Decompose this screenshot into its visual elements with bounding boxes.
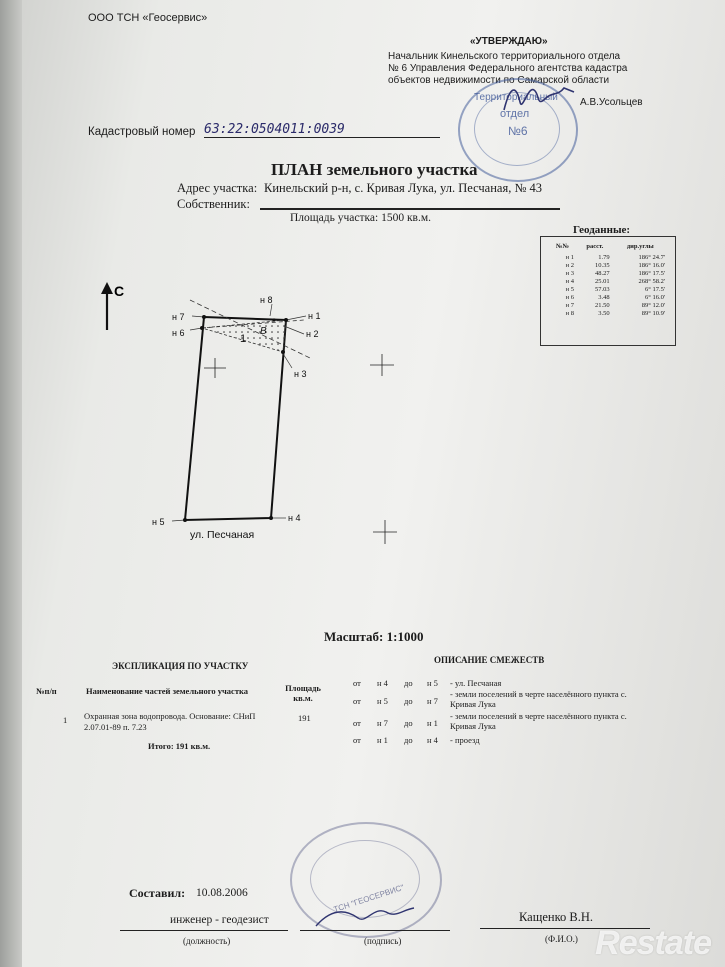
zone-number: 1 (240, 333, 247, 345)
adjacency-desc: - ул. Песчаная (450, 678, 502, 688)
geodata-row: н 5 57.03 6° 17.5' (565, 285, 665, 293)
geodata-row: н 3 48.27 186° 17.5' (565, 269, 665, 277)
explication-row-area: 191 (298, 713, 311, 723)
point-label-n7: н 7 (172, 312, 185, 322)
north-arrow-icon (101, 282, 113, 330)
approve-title: «УТВЕРЖДАЮ» (470, 36, 548, 47)
owner-line (260, 208, 560, 210)
organization-name: ООО ТСН «Геосервис» (88, 12, 208, 24)
compiler-name: Кащенко В.Н. (519, 910, 594, 924)
company-stamp: ТСН "ГЕОСЕРВИС" (290, 822, 442, 938)
point-label-n3: н 3 (294, 369, 307, 379)
address-label: Адрес участка: (177, 181, 258, 195)
explication-header-num: №п/п (36, 686, 57, 696)
north-label: С (114, 283, 125, 299)
cadastral-number: 63:22:0504011:0039 (204, 122, 440, 138)
geodata-row: н 2 10.35 186° 16.0' (565, 261, 665, 269)
signature-caption: (подпись) (364, 936, 402, 946)
paper-shadow-edge (0, 0, 22, 967)
geodata-title: Геоданные: (573, 224, 631, 236)
geodata-row: н 7 21.50 89° 12.0' (565, 301, 665, 309)
explication-row-num: 1 (63, 715, 68, 725)
scale-label: Масштаб: 1:1000 (324, 629, 424, 644)
approve-line-3: объектов недвижимости по Самарской области (388, 75, 610, 86)
compiler-signature (310, 900, 420, 932)
cadastral-label: Кадастровый номер (88, 126, 196, 138)
point-label-n8: н 8 (260, 295, 273, 305)
plan-title: ПЛАН земельного участка (271, 160, 478, 179)
explication-title: ЭКСПЛИКАЦИЯ ПО УЧАСТКУ (112, 661, 249, 671)
geodata-header-dist: расст. (586, 243, 604, 250)
zone-letter: В (260, 326, 267, 337)
approve-line-1: Начальник Кинельского территориального отдела (388, 51, 621, 62)
name-caption: (Ф.И.О.) (545, 934, 578, 944)
geodata-row: н 1 1.79 186° 24.7' (565, 253, 665, 261)
point-label-n4: н 4 (288, 513, 301, 523)
geodata-header-angle: дир.углы (626, 243, 654, 250)
adjacency-title: ОПИСАНИЕ СМЕЖЕСТВ (434, 655, 545, 665)
street-label: ул. Песчаная (190, 529, 255, 541)
point-label-n2: н 2 (306, 329, 319, 339)
approve-signer: А.В.Усольцев (580, 97, 643, 108)
owner-label: Собственник: (177, 197, 250, 211)
point-label-n1: н 1 (308, 311, 321, 321)
watermark: Restate (595, 924, 711, 962)
plot-area: Площадь участка: 1500 кв.м. (290, 212, 431, 224)
compiled-date: 10.08.2006 (196, 887, 248, 899)
geodata-table (548, 240, 668, 317)
territorial-office-stamp: Территориальный отдел №6 (458, 78, 578, 182)
geodata-row: н 6 3.48 6° 16.0' (565, 293, 665, 301)
geodata-row: н 8 3.50 89° 10.9' (565, 309, 665, 317)
approver-signature (500, 80, 580, 120)
adjacency-desc: - проезд (450, 735, 480, 745)
grid-crosses (204, 354, 397, 544)
explication-total: Итого: 191 кв.м. (148, 741, 211, 751)
address-value: Кинельский р-н, с. Кривая Лука, ул. Песчаная, № 43 (264, 181, 543, 195)
explication-row-name: Охранная зона водопровода. Основание: СНиП 2.07.01-89 п. 7.23 (84, 711, 256, 732)
geodata-row: н 4 25.01 268° 58.2' (565, 277, 665, 285)
adjacency-desc: - земли поселений в черте населённого пункта с. Кривая Лука (450, 689, 627, 709)
point-label-n6: н 6 (172, 328, 185, 338)
plot-drawing (90, 270, 420, 560)
explication-header-area: Площадь кв.м. (285, 683, 321, 703)
document-page: ООО ТСН «Геосервис» «УТВЕРЖДАЮ» Начальник Кинельского территориального отдела № 6 Управления Федерального агентства кадастра объектов недвижимости по Самарской области А.В.Усольцев Территориальный отдел №6 Кадастровый номер 63:22:0504011:0039 ПЛАН земельного участка Адрес участка: Кинельский р-н, с. Кривая Лука, ул. Песчаная, № 43 Собственник: Площадь участка: 1500 кв.м. Геоданные: №№ расст. дир.углы н 1 1.79 186° 24.7' н 2 10.35 186° 16.0' н 3 48.27 186° 17.5' н 4 25.01 268° 58.2' н 5 57.03 6° 17.5' н 6 3.48 6° 16.0' н 7 21.50 89° 12.0' н 8 3.50 89° 10.9' С н 8 н 7 н 1 н 6 н 2 н 3 н 5 н 4 1 В ул. Песчаная Масштаб: 1:1000 ЭКСПЛИКАЦИЯ ПО УЧАСТКУ №п/п Наименование частей земельного участка Площадь кв.м. 1 Охранная зона водопровода. Основание: СНиП 2.07.01-89 п. 7.23 191 Итого: 191 кв.м. ОПИСАНИЕ СМЕЖЕСТВ от н 4 до н 5 - ул. Песчаная от н 5 до н 7 - земли поселений в черте населённого пункта с. Кривая Лука от н 7 до н 1 - земли поселений в черте населённого пункта с. Кривая Лука от н 1 до н 4 - проезд ТСН "ГЕОСЕРВИС" Составил: 10.08.2006 инженер - геодезист (должность) (подпись) Кащенко В.Н. (Ф.И.О.) Restate (0, 0, 725, 967)
approve-line-2: № 6 Управления Федерального агентства кадастра (388, 63, 628, 74)
position-caption: (должность) (183, 936, 231, 946)
position-value: инженер - геодезист (170, 914, 269, 926)
compiled-label: Составил: (129, 886, 186, 900)
explication-header-name: Наименование частей земельного участка (86, 686, 249, 696)
adjacency-desc: - земли поселений в черте населённого пункта с. Кривая Лука (450, 711, 627, 731)
geodata-header-num: №№ (555, 243, 570, 250)
point-label-n5: н 5 (152, 517, 165, 527)
